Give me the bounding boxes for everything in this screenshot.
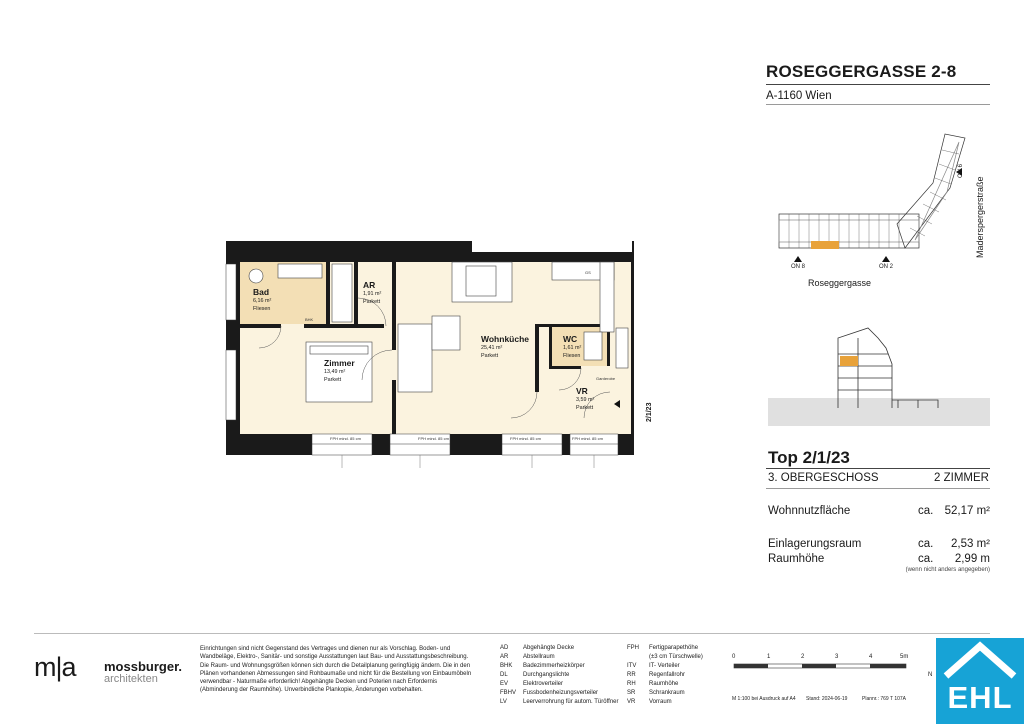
- area-label: Wohnnutzfläche: [768, 505, 851, 517]
- room-area: 13,49 m²: [324, 369, 346, 375]
- unit-highlight: [840, 356, 858, 366]
- section-view: [768, 318, 992, 430]
- legend-text: Regenfallrohr: [649, 672, 686, 678]
- window-fph: FPH mind. 85 cm: [572, 436, 603, 441]
- legend-abbr: BHK: [500, 663, 513, 669]
- room-area: 25,41 m²: [481, 345, 503, 351]
- entrance-label: ON 2: [879, 264, 894, 270]
- area-value: 2,53 m²: [951, 538, 990, 550]
- window-fph: FPH mind. 85 cm: [510, 436, 541, 441]
- project-title: ROSEGGERGASSE 2-8: [766, 62, 957, 81]
- scale-note: M 1:100 bei Ausdruck auf A4: [732, 696, 796, 702]
- legend-text: IT- Verteiler: [649, 663, 680, 669]
- unit-highlight: [811, 241, 839, 249]
- entrance-label: ON 8: [791, 264, 806, 270]
- legend-text: Abgehängte Decke: [523, 645, 575, 651]
- area-label: Raumhöhe: [768, 553, 825, 565]
- entrance-marker: [882, 256, 890, 262]
- legend-abbr: AD: [500, 645, 509, 651]
- area-value: 52,17 m²: [944, 505, 990, 517]
- room-name: AR: [363, 280, 376, 290]
- street-label: Roseggergasse: [808, 278, 872, 288]
- legend-abbr: EV: [500, 681, 509, 687]
- scale-tick: 4: [869, 654, 873, 660]
- brand-text: EHL: [947, 680, 1013, 715]
- title-underline: [766, 84, 990, 85]
- legend-text: Durchgangslichte: [523, 672, 570, 678]
- legend-abbr: ITV: [627, 663, 637, 669]
- legend-text: Leerverrohrung für autom. Türöffner: [523, 699, 619, 705]
- area-ca: ca.: [918, 553, 934, 565]
- legend-abbr: RR: [627, 672, 636, 678]
- room-area: 1,91 m²: [363, 291, 382, 297]
- scale-tick: 2: [801, 654, 805, 660]
- rooms-label: 2 ZIMMER: [934, 472, 989, 484]
- plan-date: Stand: 2024-06-19: [806, 696, 848, 702]
- window-fph: FPH mind. 85 cm: [330, 436, 361, 441]
- room-name: Zimmer: [324, 358, 355, 368]
- legend-text: Vorraum: [649, 699, 672, 705]
- legend-text: Fussbodenheizungsverteiler: [523, 690, 599, 696]
- entrance-marker: [794, 256, 802, 262]
- footer-divider: [34, 633, 990, 634]
- room-area: 6,16 m²: [253, 298, 272, 304]
- legend-text: (±3 cm Türschwelle): [649, 654, 703, 660]
- unit-underline: [766, 468, 990, 469]
- legend-abbr: FPH: [627, 645, 639, 651]
- scale-tick: 3: [835, 654, 839, 660]
- room-name: VR: [576, 386, 588, 396]
- firm-name: mossburger.: [104, 659, 183, 674]
- legend-text: Raumhöhe: [649, 681, 679, 687]
- floor-label: 3. OBERGESCHOSS: [768, 472, 879, 484]
- unit-tag: 2/1/23: [646, 402, 653, 422]
- firm-sub: architekten: [104, 673, 158, 685]
- room-floor: Fliesen: [253, 306, 271, 312]
- unit-number: Top 2/1/23: [768, 448, 850, 467]
- room-floor: Parkett: [324, 377, 342, 383]
- legend-text: Fertigparapethöhe: [649, 645, 699, 651]
- area-label: Einlagerungsraum: [768, 538, 862, 550]
- room-area: 1,61 m²: [563, 345, 582, 351]
- room-area: 3,59 m²: [576, 397, 595, 403]
- street-label: Maderspergerstraße: [975, 176, 985, 258]
- scale-tick: 0: [732, 654, 736, 660]
- scale-bar: [730, 662, 910, 672]
- room-name: Bad: [253, 287, 270, 297]
- legend-abbr: SR: [627, 690, 636, 696]
- legend-abbr: FBHV: [500, 690, 517, 696]
- room-floor: Fliesen: [563, 353, 581, 359]
- garderobe-label: Garderobe: [596, 376, 616, 381]
- north-icon: N: [928, 672, 933, 678]
- address-underline: [766, 104, 990, 105]
- area-ca: ca.: [918, 505, 934, 517]
- scale-tick: 5m: [900, 654, 909, 660]
- legend-abbr: LV: [500, 699, 507, 705]
- area-value: 2,99 m: [954, 553, 990, 565]
- legend-abbr: DL: [500, 672, 508, 678]
- legend-text: Schrankraum: [649, 690, 685, 696]
- legend-text: Badezimmerheizkörper: [523, 663, 585, 669]
- bhk-label: BHK: [305, 317, 314, 322]
- room-floor: Parkett: [363, 299, 381, 305]
- legend-abbr: RH: [627, 681, 636, 687]
- scale-tick: 1: [767, 654, 771, 660]
- project-address: A-1160 Wien: [766, 90, 832, 102]
- plan-number: Plannr.: 769 T 107A: [862, 696, 907, 702]
- firm-logo-mark: m|a: [34, 652, 76, 682]
- disclaimer-text: Einrichtungen sind nicht Gegenstand des Vertrages und dienen nur als Vorschlag. Boden- und Wandbeläge, Elektro-, Sanitär- und sonstige Ausstattungen laut Bau- und Ausstattungsbeschreibung. Die Raum- und Wohnungsgrößen können sich durch die Detailplanung geringfügig ändern. Die in den Plänen vorhandenen Abmessungen sind Rohbaumaße und nicht für die Bestellung von Einbaumöbeln verwendbar - Naturmaße erforderlich! Abgehängte Decken und Poterien nach Erfordernis (Abminderung der Raumhöhe). Unverbindliche Plankopie, Änderungen vorbehalten.: [200, 646, 472, 694]
- area-ca: ca.: [918, 538, 934, 550]
- legend-abbr: AR: [500, 654, 509, 660]
- floor-underline: [766, 488, 990, 489]
- house-roof-icon: [936, 640, 1024, 680]
- room-floor: Parkett: [481, 353, 499, 359]
- ehl-logo: [936, 638, 1024, 724]
- window-fph: FPH mind. 85 cm: [418, 436, 449, 441]
- room-name: Wohnküche: [481, 334, 530, 344]
- height-note: (wenn nicht anders angegeben): [905, 567, 990, 573]
- legend-abbr: VR: [627, 699, 636, 705]
- legend-text: Abstellraum: [523, 654, 555, 660]
- legend-text: Elektroverteiler: [523, 681, 564, 687]
- room-name: WC: [563, 334, 578, 344]
- room-floor: Parkett: [576, 405, 594, 411]
- gs-label: GS: [585, 270, 591, 275]
- entrance-label: ON 6: [958, 163, 964, 178]
